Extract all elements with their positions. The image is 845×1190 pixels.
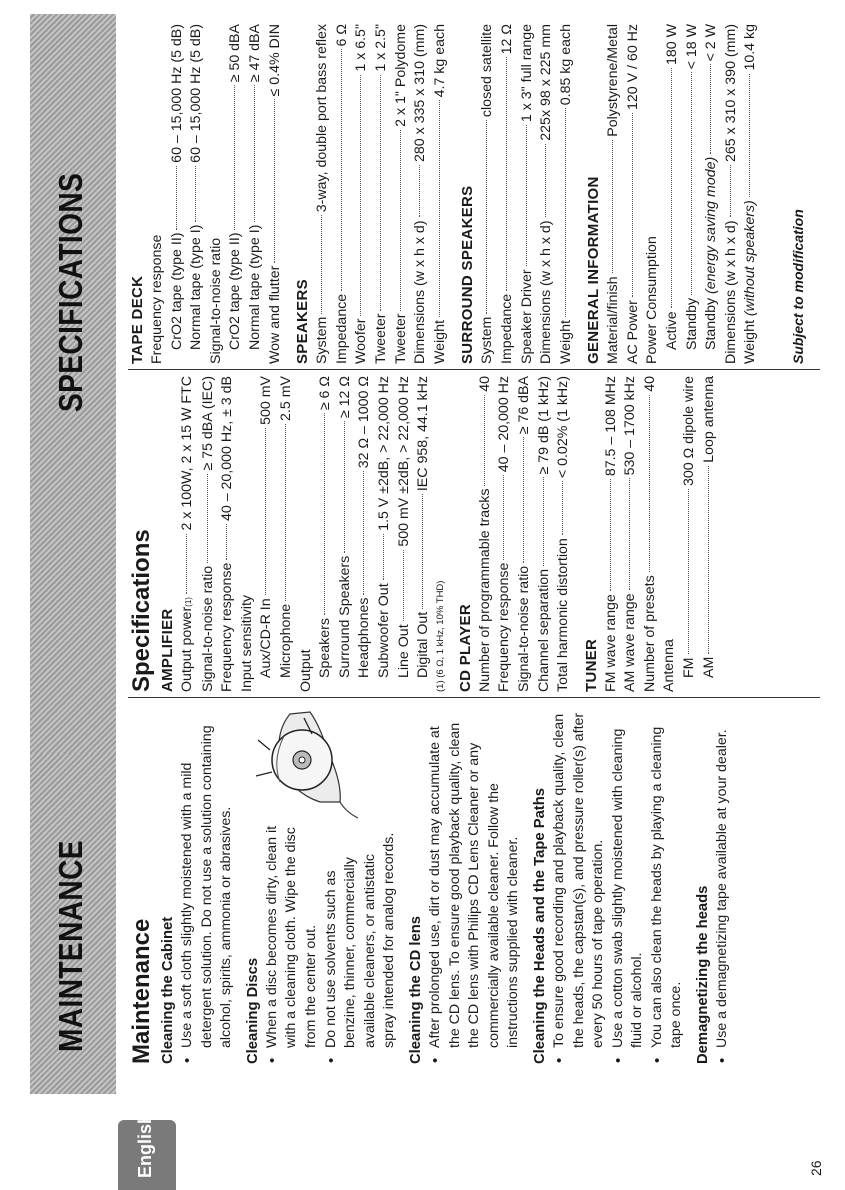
spec-row: Digital Out IEC 958, 44.1 kHz xyxy=(415,376,432,678)
spec-row: Surround Speakers ≥ 12 Ω xyxy=(336,376,353,678)
surround-heading: SURROUND SPEAKERS xyxy=(459,185,477,364)
footnote: (1) (6 Ω, 1 kHz, 10% THD) xyxy=(434,580,446,692)
language-tab xyxy=(118,1112,176,1190)
list-item: • Use a cotton swab slightly moistened with cleaning fluid or alcohol. xyxy=(609,708,648,1064)
section-heading: Cleaning the CD lens xyxy=(407,916,424,1064)
page-number: 26 xyxy=(808,1160,824,1176)
spec-row: FM 300 Ω dipole wire xyxy=(681,376,698,678)
spec-row: CrO2 tape (type II) 60 – 15,000 Hz (5 dB) xyxy=(168,24,185,350)
spec-row: Subwoofer Out 1.5 V ±2dB, > 22,000 Hz xyxy=(375,376,392,678)
spec-row: Speakers ≥ 6 Ω xyxy=(317,376,334,678)
maintenance-title: Maintenance xyxy=(128,918,155,1064)
section-heading: Cleaning the Heads and the Tape Paths xyxy=(531,788,548,1064)
spec-label: Antenna xyxy=(661,639,678,692)
section-heading: Cleaning Discs xyxy=(244,957,261,1064)
spec-row: Signal-to-noise ratio ≥ 75 dBA (IEC) xyxy=(199,376,216,692)
spec-row: Line Out 500 mV ±2dB, > 22,000 Hz xyxy=(395,376,412,678)
section-heading: Demagnetizing the heads xyxy=(695,885,712,1064)
spec-row: Number of presets 40 xyxy=(641,376,658,692)
spec-row: Tweeter 2 x 1" Polydome xyxy=(392,24,409,364)
list-item: • Use a soft cloth slightly moistened with a mild detergent solution. Do not use a solution containing alcohol, spirits, ammonia or abrasives. xyxy=(178,708,237,1064)
section-heading: Cleaning the Cabinet xyxy=(160,916,176,1064)
spec-row: Standby (energy saving mode) < 2 W xyxy=(703,24,720,350)
specifications-band-title: SPECIFICATIONS xyxy=(52,172,89,412)
list-item: • You can also clean the heads by playing a cleaning tape once. xyxy=(648,708,687,1064)
spec-row: Material/finish Polystyrene/Metal xyxy=(605,24,622,364)
maintenance-band-title: MAINTENANCE xyxy=(52,840,89,1052)
list-item: • Use a demagnetizing tape available at your dealer. xyxy=(713,708,733,1064)
disc-cleaning-illustration xyxy=(250,706,362,822)
spec-row: Wow and flutter ≤ 0.4% DIN xyxy=(266,24,283,364)
spec-row: Tweeter 1 x 2.5" xyxy=(372,24,389,364)
list-item: • To ensure good recording and playback quality, clean the heads, the capstan(s), and pressure roller(s) after every 50 hours of tape operation. xyxy=(550,708,609,1064)
spec-row: Signal-to-noise ratio ≥ 76 dBA xyxy=(515,376,532,692)
spec-label: Power Consumption xyxy=(644,236,661,364)
footer-note: Subject to modification xyxy=(790,209,806,364)
spec-row: System 3-way, double port bass reflex xyxy=(314,24,331,364)
cd-heading: CD PLAYER xyxy=(456,604,474,692)
spec-row: Weight (without speakers) 10.4 kg xyxy=(742,24,759,364)
maintenance-column xyxy=(128,708,733,1064)
specifications-band xyxy=(30,14,116,754)
spec-row: Weight 4.7 kg each xyxy=(431,24,448,364)
spec-row: Total harmonic distortion < 0.02% (1 kHz) xyxy=(555,376,572,692)
spec-row: Aux/CD-R In 500 mV xyxy=(258,376,275,678)
general-heading: GENERAL INFORMATION xyxy=(585,176,603,364)
tuner-heading: TUNER xyxy=(582,638,600,692)
spec-row: Channel separation ≥ 79 dB (1 kHz) xyxy=(535,376,552,692)
column-divider xyxy=(128,697,820,698)
spec-row: AM wave range 530 – 1700 kHz xyxy=(622,376,639,692)
spec-label: Output xyxy=(297,649,314,692)
spec-label: Input sensitivity xyxy=(238,595,255,692)
specs-column-2 xyxy=(128,24,761,364)
spec-row: System closed satellite xyxy=(479,24,496,364)
maintenance-band xyxy=(30,754,116,1094)
spec-row: Dimensions (w x h x d) 265 x 310 x 390 (mm) xyxy=(722,24,739,364)
spec-row: Weight 0.85 kg each xyxy=(557,24,574,364)
spec-row: Output power (1) 2 x 100W, 2 x 15 W FTC xyxy=(179,376,195,692)
spec-row: Microphone 2.5 mV xyxy=(277,376,294,678)
spec-row: Number of programmable tracks 40 xyxy=(476,376,493,692)
specs-title: Specifications xyxy=(128,529,155,692)
spec-row: Frequency response 40 – 20,000 Hz xyxy=(496,376,513,692)
amplifier-heading: AMPLIFIER xyxy=(159,608,176,692)
speakers-heading: SPEAKERS xyxy=(294,279,312,364)
spec-row: Normal tape (type I) ≥ 47 dBA xyxy=(246,24,263,350)
spec-row: Standby < 18 W xyxy=(683,24,700,350)
spec-row: Active 180 W xyxy=(664,24,681,350)
spec-row: AC Power 120 V / 60 Hz xyxy=(624,24,641,364)
list-item: • When a disc becomes dirty, clean it with a cleaning cloth. Wipe the disc from the center out. xyxy=(263,824,322,1064)
spec-label: Signal-to-noise ratio xyxy=(207,237,224,364)
spec-row: Frequency response 40 – 20,000 Hz, ± 3 dB xyxy=(219,376,236,692)
spec-row: Dimensions (w x h x d) 225x 98 x 225 mm xyxy=(538,24,555,364)
spec-row: Impedance 6 Ω xyxy=(333,24,350,364)
spec-row: FM wave range 87.5 – 108 MHz xyxy=(602,376,619,692)
spec-row: AM Loop antenna xyxy=(700,376,717,678)
spec-row: CrO2 tape (type II) ≥ 50 dBA xyxy=(227,24,244,350)
spec-row: Woofer 1 x 6.5" xyxy=(353,24,370,364)
list-item: • Do not use solvents such as benzine, thinner, commercially available cleaners, or antistatic spray intended for analog records. xyxy=(322,824,400,1064)
specs-column-1 xyxy=(128,376,719,692)
language-tab-label: English xyxy=(135,1112,155,1178)
list-item: • After prolonged use, dirt or dust may accumulate at the CD lens. To ensure good playback quality, clean the CD lens with Philips CD Lens Cleaner or any commercially available cleaner. Follow the instructions supplied with cleaner. xyxy=(426,708,524,1064)
spec-row: Dimensions (w x h x d) 280 x 335 x 310 (mm) xyxy=(412,24,429,364)
spec-row: Headphones 32 Ω – 1000 Ω xyxy=(356,376,373,678)
tape-heading: TAPE DECK xyxy=(129,275,146,364)
column-divider xyxy=(128,369,820,370)
spec-row: Speaker Driver 1 x 3" full range xyxy=(518,24,535,364)
spec-row: Normal tape (type I) 60 – 15,000 Hz (5 dB) xyxy=(188,24,205,350)
spec-label: Frequency response xyxy=(149,234,165,364)
spec-row: Impedance 12 Ω xyxy=(498,24,515,364)
